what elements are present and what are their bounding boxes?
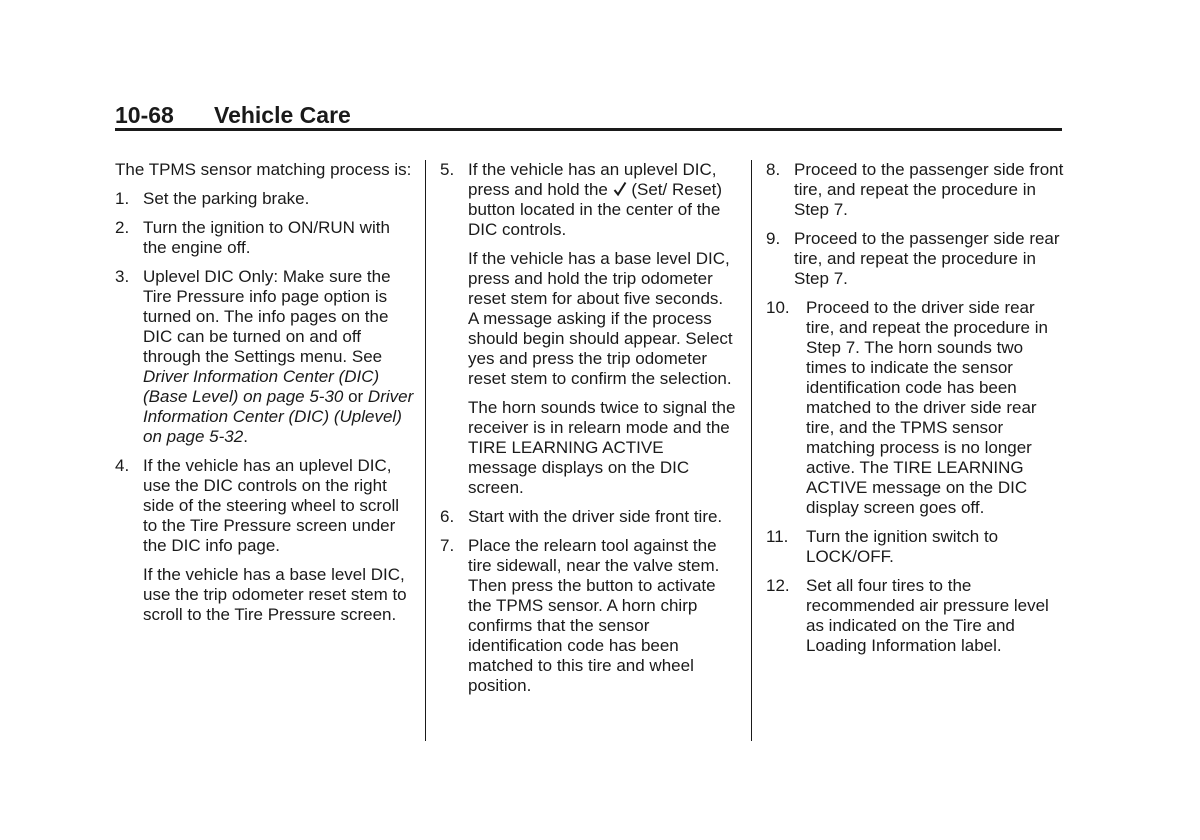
column-divider [425,160,426,741]
step-subparagraph: If the vehicle has a base level DIC, press and hold the trip odometer reset stem for about five seconds. A message asking if the process should begin should appear. Select yes and press the trip odometer reset stem to confirm the selection. [468,249,733,388]
step-number: 2. [115,218,130,237]
column-2 [440,160,736,705]
step-text: Set all four tires to the recommended air pressure level as indicated on the Tire and Loading Information label. [806,576,1049,655]
cross-reference-link[interactable]: Driver Information Center (DIC) (Base Level) on page 5-30 [143,367,380,406]
step-text: Turn the ignition to ON/RUN with the engine off. [143,218,390,257]
step-text: Uplevel DIC Only: Make sure the Tire Pressure info page option is turned on. The info pages on the DIC can be turned on and off through the Settings menu. See Driver Information Center (DIC) (Base Level) on page 5-30 or Driver Information Center (DIC) (Uplevel) on page 5-32. [143,267,414,446]
step-text: If the vehicle has an uplevel DIC, use the DIC controls on the right side of the steering wheel to scroll to the Tire Pressure screen under the DIC info page. [143,456,400,555]
list-item [440,536,736,696]
list-item [766,229,1066,289]
step-number: 1. [115,189,130,208]
step-subparagraph: If the vehicle has a base level DIC, use the trip odometer reset stem to scroll to the Tire Pressure screen. [143,565,407,624]
step-number: 3. [115,267,130,286]
step-text: Set the parking brake. [143,189,310,208]
header-rule [115,128,1062,131]
list-item [766,576,1066,656]
list-item [115,189,415,209]
step-number: 11. [766,527,789,546]
page-number: 10-68 [115,102,174,128]
step-number: 12. [766,576,790,595]
list-item [766,527,1066,567]
step-text: Proceed to the passenger side front tire, and repeat the procedure in Step 7. [794,160,1064,219]
list-item [766,160,1066,220]
step-text: If the vehicle has an uplevel DIC, press and hold the (Set/ Reset) button located in the center of the DIC controls. [468,160,723,239]
column-divider [751,160,752,741]
step-number: 10. [766,298,790,317]
list-item [440,507,736,527]
list-item [440,160,736,498]
step-text: Start with the driver side front tire. [468,507,723,526]
column-1 [115,160,415,634]
checkmark-icon [613,181,627,197]
list-item [115,267,415,447]
list-item [115,456,415,625]
step-number: 9. [766,229,781,248]
list-item [115,218,415,258]
cross-reference-link[interactable]: Driver Information Center (DIC) (Uplevel) on page 5-32 [143,387,414,446]
step-text: Turn the ignition switch to LOCK/OFF. [806,527,999,566]
section-title: Vehicle Care [214,102,351,128]
step-number: 8. [766,160,781,179]
list-item [766,298,1066,518]
column-3 [766,160,1066,665]
step-number: 5. [440,160,455,179]
intro-text: The TPMS sensor matching process is: [115,160,412,179]
step-text: Place the relearn tool against the tire sidewall, near the valve stem. Then press the button to activate the TPMS sensor. A horn chirp confirms that the sensor identification code has been matched to this tire and wheel position. [468,536,720,695]
step-number: 6. [440,507,455,526]
step-number: 4. [115,456,130,475]
step-subparagraph: The horn sounds twice to signal the receiver is in relearn mode and the TIRE LEARNING ACTIVE message displays on the DIC screen. [468,398,736,497]
step-text: Proceed to the driver side rear tire, and repeat the procedure in Step 7. The horn sounds two times to indicate the sensor identification code has been matched to the driver side rear tire, and the TPMS sensor matching process is no longer active. The TIRE LEARNING ACTIVE message on the DIC display screen goes off. [806,298,1048,517]
step-number: 7. [440,536,455,555]
step-text: Proceed to the passenger side rear tire, and repeat the procedure in Step 7. [794,229,1060,288]
